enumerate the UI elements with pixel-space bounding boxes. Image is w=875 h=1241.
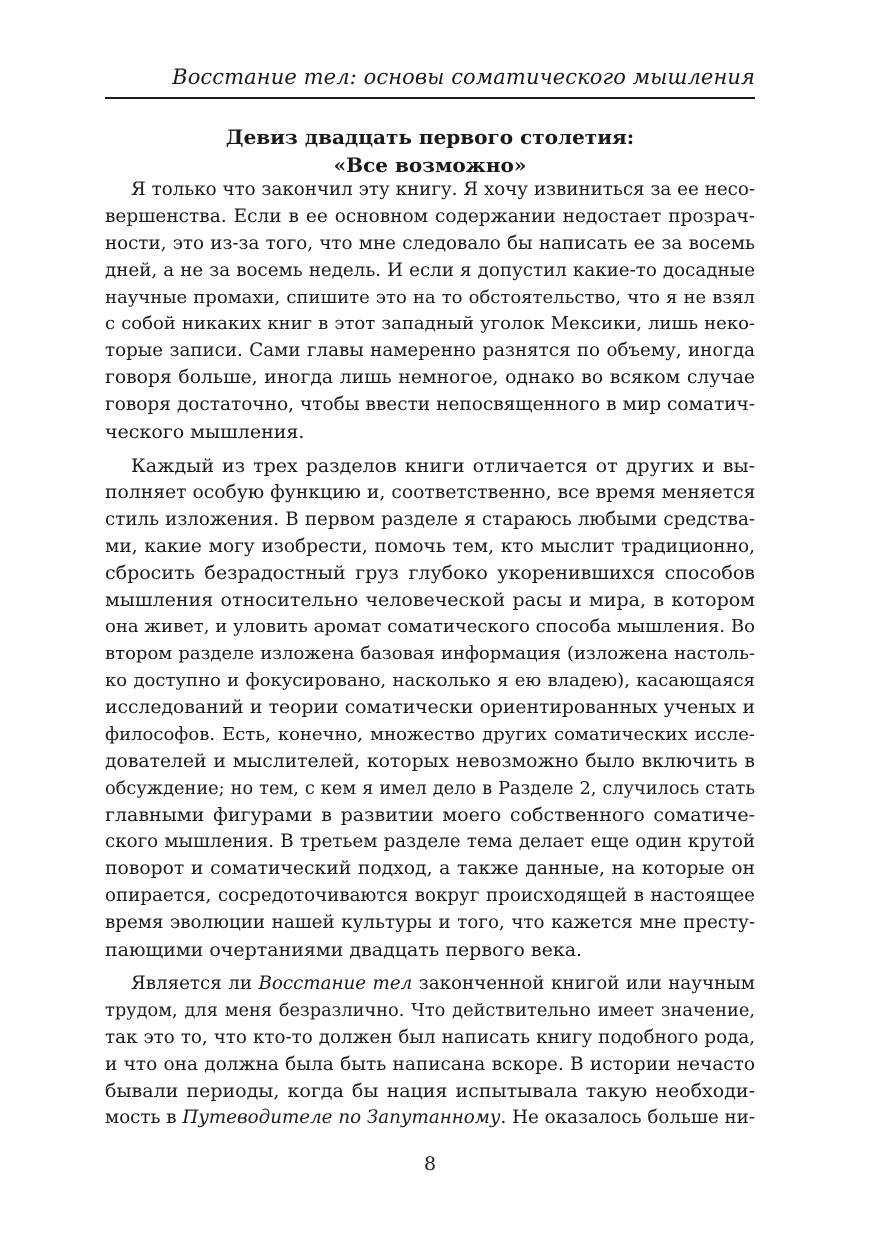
text-line: так это то, что кто-то должен был написать книгу подобного рода,	[105, 1026, 755, 1048]
text-line: ского мышления. В третьем разделе тема делает еще один крутой	[105, 831, 755, 853]
text-line: время эволюции нашей культуры и того, что кажется мне престу-	[105, 912, 755, 934]
paragraph-3	[105, 971, 755, 1132]
text-line: торые записи. Сами главы намеренно разнятся по объему, иногда	[105, 340, 755, 362]
text-line: поворот и соматический подход, а также данные, на которые он	[105, 858, 755, 880]
text-line: с собой никаких книг в этот западный уголок Мексики, лишь неко-	[105, 313, 755, 335]
text-line: мышления относительно человеческой расы и мира, в котором	[105, 589, 755, 612]
text-line: говоря достаточно, чтобы ввести непосвященного в мир соматич-	[105, 394, 755, 416]
page-number: 8	[423, 1153, 437, 1175]
text-line: ко доступно и фокусировано, насколько я ею владею), касающаяся	[105, 670, 755, 692]
text-line	[105, 1105, 755, 1132]
text-line: ми, какие могу изобрести, помочь тем, кто мыслит традиционно,	[105, 535, 755, 557]
text-line: дней, а не за восемь недель. И если я допустил какие-то досадные	[105, 259, 755, 281]
text-line: главными фигурами в развитии моего собственного соматиче-	[105, 804, 755, 827]
text-run: законченной книгой или научным	[412, 972, 755, 994]
text-line	[105, 971, 755, 998]
text-line: ности, это из-за того, что мне следовало бы написать ее за восемь	[105, 232, 755, 254]
body-text	[105, 177, 755, 1132]
text-line: ческого мышления.	[105, 421, 305, 444]
text-line: говоря больше, иногда лишь немногое, однако во всяком случае	[105, 367, 755, 389]
text-line: она живет, и уловить аромат соматического способа мышления. Во	[105, 616, 755, 638]
book-title-italic: Восстание тел	[258, 972, 413, 994]
text-line: бывали периоды, когда бы нация испытывала такую необходи-	[105, 1080, 755, 1103]
text-line: пающими очертаниями двадцать первого века.	[105, 938, 583, 961]
text-line: стиль изложения. В первом разделе я стараюсь любыми средства-	[105, 508, 755, 530]
text-line: сбросить безрадостный груз глубоко укоренившихся способов	[105, 562, 755, 585]
text-line: философов. Есть, конечно, множество других соматических иссле-	[105, 723, 755, 745]
text-line: и что она должна была быть написана вскоре. В истории нечасто	[105, 1053, 755, 1075]
paragraph-1	[105, 177, 755, 446]
text-line: обсуждение; но тем, с кем я имел дело в Разделе 2, случилось стать	[105, 778, 755, 799]
text-line: Каждый из трех разделов книги отличается от других и вы-	[131, 454, 755, 477]
text-run: . Не оказалось больше ни-	[500, 1107, 755, 1129]
text-line: исследований и теории соматически ориентированных ученых и	[105, 696, 755, 718]
running-header: Восстание тел: основы соматического мышления	[172, 65, 755, 89]
header-rule	[105, 97, 755, 99]
text-run: Является ли	[131, 972, 259, 994]
text-line: Я только что закончил эту книгу. Я хочу извиниться за ее несо-	[131, 179, 755, 200]
text-line: трудом, для меня безразлично. Что действительно имеет значение,	[105, 1000, 755, 1021]
section-title-line-2: «Все возможно»	[333, 153, 527, 177]
guide-title-italic: Путеводителе по Запутанному	[182, 1107, 501, 1129]
text-run: мость в	[105, 1107, 183, 1129]
section-title	[105, 123, 755, 179]
paragraph-2	[105, 453, 755, 964]
section-title-line-1: Девиз двадцать первого столетия:	[225, 125, 635, 149]
text-line: полняет особую функцию и, соответственно, все время меняется	[105, 481, 755, 503]
text-line: вершенства. Если в ее основном содержании недостает прозрач-	[105, 205, 755, 227]
text-line: дователей и мыслителей, которых невозможно было включить в	[105, 750, 755, 772]
text-line: втором разделе изложена базовая информация (изложена настоль-	[105, 643, 755, 665]
text-line: научные промахи, спишите это на то обстоятельство, что я не взял	[105, 286, 755, 308]
text-line: опирается, сосредоточиваются вокруг происходящей в настоящее	[105, 885, 755, 907]
